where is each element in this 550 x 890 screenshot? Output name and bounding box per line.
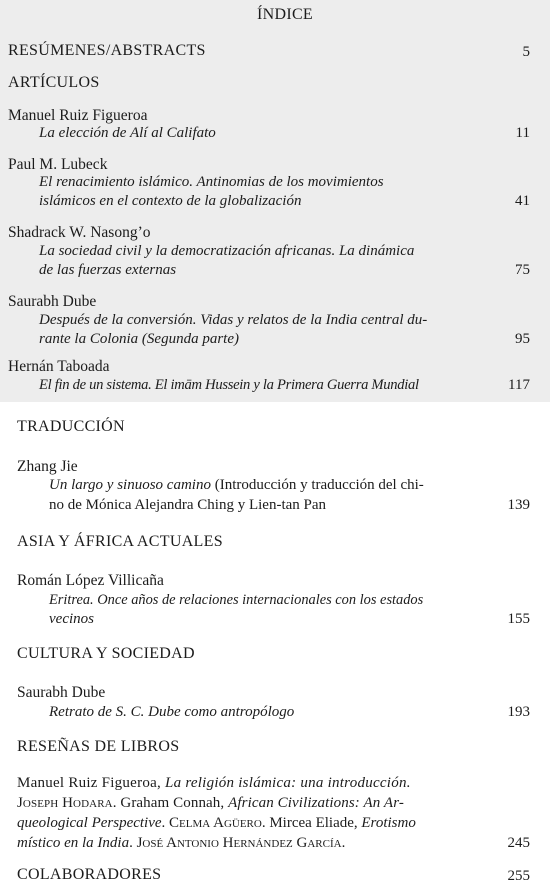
entry-page: 95 xyxy=(515,331,530,347)
resenas-heading: RESEÑAS DE LIBROS xyxy=(17,738,180,755)
traduccion-note: (Introducción y traducción del chi- xyxy=(210,477,424,493)
traduccion-page: 139 xyxy=(507,497,530,513)
entry-page: 41 xyxy=(515,193,530,209)
resena-reviewer: José Antonio Hernández García xyxy=(136,835,342,851)
entry-page: 75 xyxy=(515,262,530,278)
resumenes-page: 5 xyxy=(522,44,530,60)
entry-title: Después de la conversión. Vidas y relatos de la India central du- xyxy=(39,312,428,328)
resena-separator: . xyxy=(129,835,137,851)
entry-author: Shadrack W. Nasong’o xyxy=(8,224,151,241)
entry-page: 11 xyxy=(515,125,530,141)
asia-title-cont: vecinos xyxy=(49,611,94,627)
resena-separator: . xyxy=(161,815,170,831)
colaboradores-label: COLABORADORES xyxy=(17,866,162,883)
resena-line-3 xyxy=(17,815,416,832)
resena-book-title: Erotismo xyxy=(361,815,416,831)
resena-period: . xyxy=(341,835,346,851)
entry-title-cont: de las fuerzas externas xyxy=(39,262,177,278)
resena-book-title: African Civilizations: An Ar- xyxy=(228,795,404,811)
resena-line-1 xyxy=(17,775,411,792)
entry-author: Saurabh Dube xyxy=(8,293,97,310)
resena-separator: . Graham Connah, xyxy=(112,795,229,811)
resena-author: . Mircea Eliade, xyxy=(261,815,362,831)
resena-author: Manuel Ruiz Figueroa, xyxy=(17,775,165,791)
entry-title: El fin de un sistema. El imām Hussein y la Primera Guerra Mundial xyxy=(39,377,419,393)
asia-page: 155 xyxy=(507,611,530,627)
cultura-page: 193 xyxy=(507,704,530,720)
traduccion-heading: TRADUCCIÓN xyxy=(17,418,125,435)
traduccion-title: Un largo y sinuoso camino xyxy=(49,477,211,493)
entry-title-cont: islámicos en el contexto de la globalización xyxy=(39,193,302,209)
resena-reviewer: Celma Agüero xyxy=(169,815,262,831)
index-title: ÍNDICE xyxy=(257,6,314,23)
entry-page: 117 xyxy=(508,377,530,393)
resena-line-2 xyxy=(17,795,404,812)
resena-book-title: queological Perspective xyxy=(17,815,162,831)
colaboradores-page: 255 xyxy=(507,868,530,884)
traduccion-line2: no de Mónica Alejandra Ching y Lien-tan Pan xyxy=(49,497,327,513)
entry-author: Manuel Ruiz Figueroa xyxy=(8,107,148,124)
entry-title-cont: rante la Colonia (Segunda parte) xyxy=(39,331,239,347)
asia-title: Eritrea. Once años de relaciones internacionales con los estados xyxy=(49,592,424,608)
cultura-title: Retrato de S. C. Dube como antropólogo xyxy=(49,704,295,720)
entry-title: La sociedad civil y la democratización africanas. La dinámica xyxy=(39,243,415,259)
resenas-page: 245 xyxy=(507,835,530,851)
entry-title: El renacimiento islámico. Antinomias de los movimientos xyxy=(39,174,384,190)
resena-book-title: místico en la India xyxy=(17,835,130,851)
cultura-author: Saurabh Dube xyxy=(17,684,106,701)
traduccion-author: Zhang Jie xyxy=(17,458,78,475)
articulos-heading: ARTÍCULOS xyxy=(8,74,100,91)
entry-author: Paul M. Lubeck xyxy=(8,156,108,173)
traduccion-line1 xyxy=(49,477,424,494)
entry-title: La elección de Alí al Califato xyxy=(39,125,216,141)
entry-author: Hernán Taboada xyxy=(8,358,110,375)
cultura-heading: CULTURA Y SOCIEDAD xyxy=(17,645,195,662)
resena-line-4 xyxy=(17,835,345,852)
resena-reviewer: Joseph Hodara xyxy=(17,795,113,811)
asia-author: Román López Villicaña xyxy=(17,572,164,589)
resena-book-title: La religión islámica: una introducción. xyxy=(164,775,411,791)
asia-heading: ASIA Y ÁFRICA ACTUALES xyxy=(17,533,223,550)
resumenes-label: RESÚMENES/ABSTRACTS xyxy=(8,42,206,59)
